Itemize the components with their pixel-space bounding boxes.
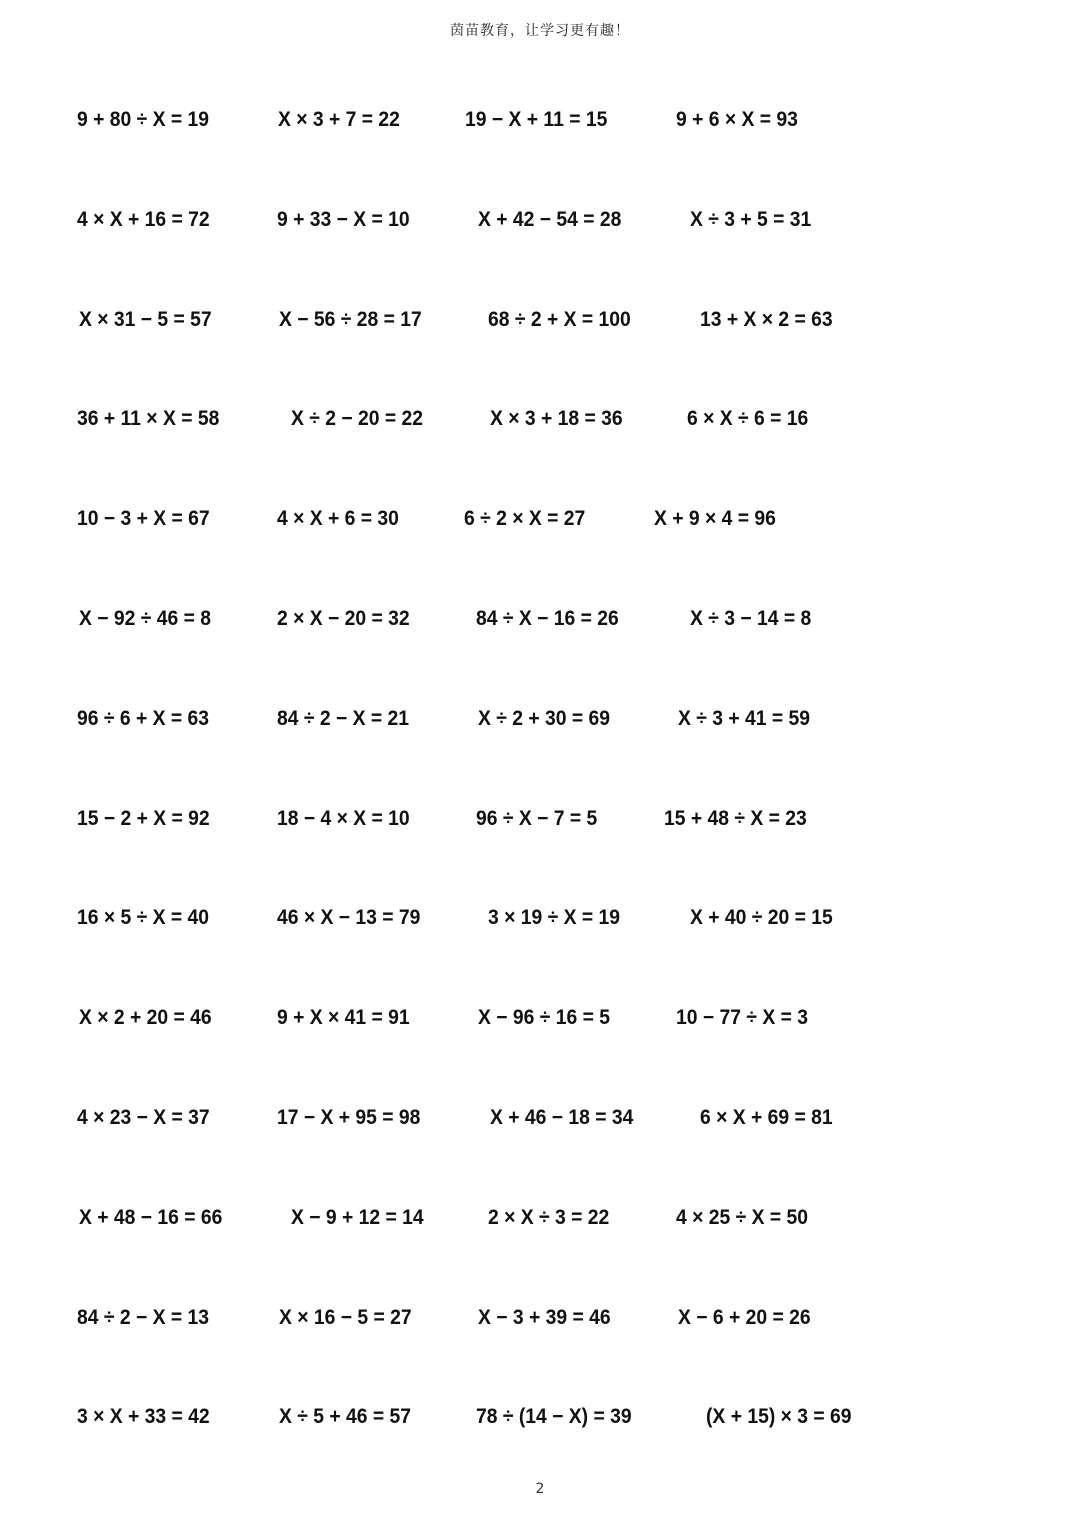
equation: X ÷ 3 + 41 = 59 bbox=[678, 706, 810, 730]
equation: 4 × 25 ÷ X = 50 bbox=[676, 1205, 808, 1229]
equation: 16 × 5 ÷ X = 40 bbox=[77, 906, 209, 930]
equation-row bbox=[0, 402, 1080, 502]
equation: X ÷ 3 + 5 = 31 bbox=[690, 207, 812, 231]
equation: X × 2 + 20 = 46 bbox=[79, 1006, 212, 1030]
equation: 84 ÷ 2 − X = 21 bbox=[277, 706, 409, 730]
equation: X − 6 + 20 = 26 bbox=[678, 1305, 811, 1329]
equation: X − 92 ÷ 46 = 8 bbox=[79, 606, 211, 630]
equation: 96 ÷ 6 + X = 63 bbox=[77, 706, 209, 730]
equation: 9 + 6 × X = 93 bbox=[676, 108, 798, 131]
equation: 15 + 48 ÷ X = 23 bbox=[664, 806, 807, 830]
equation: 96 ÷ X − 7 = 5 bbox=[476, 806, 598, 830]
equation-row bbox=[0, 203, 1080, 303]
equation: 4 × X + 16 = 72 bbox=[77, 207, 210, 231]
equation: 6 × X + 69 = 81 bbox=[700, 1105, 833, 1129]
equation-row bbox=[0, 802, 1080, 902]
equation-row bbox=[0, 1301, 1080, 1401]
equation: 36 + 11 × X = 58 bbox=[77, 407, 220, 431]
equation-grid bbox=[0, 103, 1080, 1500]
equation: 3 × 19 ÷ X = 19 bbox=[488, 906, 620, 930]
equation: 84 ÷ X − 16 = 26 bbox=[476, 606, 619, 630]
equation-row bbox=[0, 303, 1080, 403]
equation: 17 − X + 95 = 98 bbox=[277, 1105, 421, 1129]
equation: X − 56 ÷ 28 = 17 bbox=[279, 307, 422, 331]
equation: 2 × X − 20 = 32 bbox=[277, 606, 410, 630]
equation: 2 × X ÷ 3 = 22 bbox=[488, 1205, 610, 1229]
equation: 13 + X × 2 = 63 bbox=[700, 307, 833, 331]
equation-row bbox=[0, 602, 1080, 702]
equation: X − 9 + 12 = 14 bbox=[291, 1205, 424, 1229]
equation-row bbox=[0, 1201, 1080, 1301]
equation: 84 ÷ 2 − X = 13 bbox=[77, 1305, 209, 1329]
equation: 6 ÷ 2 × X = 27 bbox=[464, 507, 586, 531]
equation: 68 ÷ 2 + X = 100 bbox=[488, 307, 631, 331]
equation: 78 ÷ (14 − X) = 39 bbox=[476, 1405, 632, 1429]
equation: X + 9 × 4 = 96 bbox=[654, 507, 776, 531]
equation: 4 × X + 6 = 30 bbox=[277, 507, 399, 531]
equation: 9 + X × 41 = 91 bbox=[277, 1006, 410, 1030]
equation-row bbox=[0, 702, 1080, 802]
page-number: 2 bbox=[535, 1481, 545, 1497]
equation: X − 96 ÷ 16 = 5 bbox=[478, 1006, 610, 1030]
equation: X ÷ 3 − 14 = 8 bbox=[690, 606, 812, 630]
equation: 10 − 3 + X = 67 bbox=[77, 507, 210, 531]
equation: 18 − 4 × X = 10 bbox=[277, 806, 410, 830]
equation: 9 + 33 − X = 10 bbox=[277, 207, 410, 231]
equation: X × 3 + 7 = 22 bbox=[278, 108, 400, 131]
equation: X × 16 − 5 = 27 bbox=[279, 1305, 412, 1329]
equation: X × 31 − 5 = 57 bbox=[79, 307, 212, 331]
equation: X + 42 − 54 = 28 bbox=[478, 207, 622, 231]
equation: 3 × X + 33 = 42 bbox=[77, 1405, 210, 1429]
equation-row bbox=[0, 1001, 1080, 1101]
equation: 4 × 23 − X = 37 bbox=[77, 1105, 210, 1129]
equation-row bbox=[0, 103, 1080, 203]
equation: X + 40 ÷ 20 = 15 bbox=[690, 906, 833, 930]
equation: 46 × X − 13 = 79 bbox=[277, 906, 421, 930]
page-header: 茵苗教育，让学习更有趣！ bbox=[450, 23, 630, 39]
equation: X − 3 + 39 = 46 bbox=[478, 1305, 611, 1329]
equation: X ÷ 2 + 30 = 69 bbox=[478, 706, 610, 730]
equation: X × 3 + 18 = 36 bbox=[490, 407, 623, 431]
equation-row bbox=[0, 1101, 1080, 1201]
equation: 15 − 2 + X = 92 bbox=[77, 806, 210, 830]
equation: 10 − 77 ÷ X = 3 bbox=[676, 1006, 808, 1030]
equation: 6 × X ÷ 6 = 16 bbox=[687, 407, 809, 431]
equation-row bbox=[0, 901, 1080, 1001]
equation: X ÷ 2 − 20 = 22 bbox=[291, 407, 423, 431]
equation: X + 46 − 18 = 34 bbox=[490, 1105, 634, 1129]
equation-row bbox=[0, 502, 1080, 602]
equation: 9 + 80 ÷ X = 19 bbox=[77, 108, 209, 131]
equation: 19 − X + 11 = 15 bbox=[465, 108, 608, 131]
equation: X + 48 − 16 = 66 bbox=[79, 1205, 223, 1229]
equation: X ÷ 5 + 46 = 57 bbox=[279, 1405, 411, 1429]
equation: (X + 15) × 3 = 69 bbox=[706, 1405, 852, 1429]
